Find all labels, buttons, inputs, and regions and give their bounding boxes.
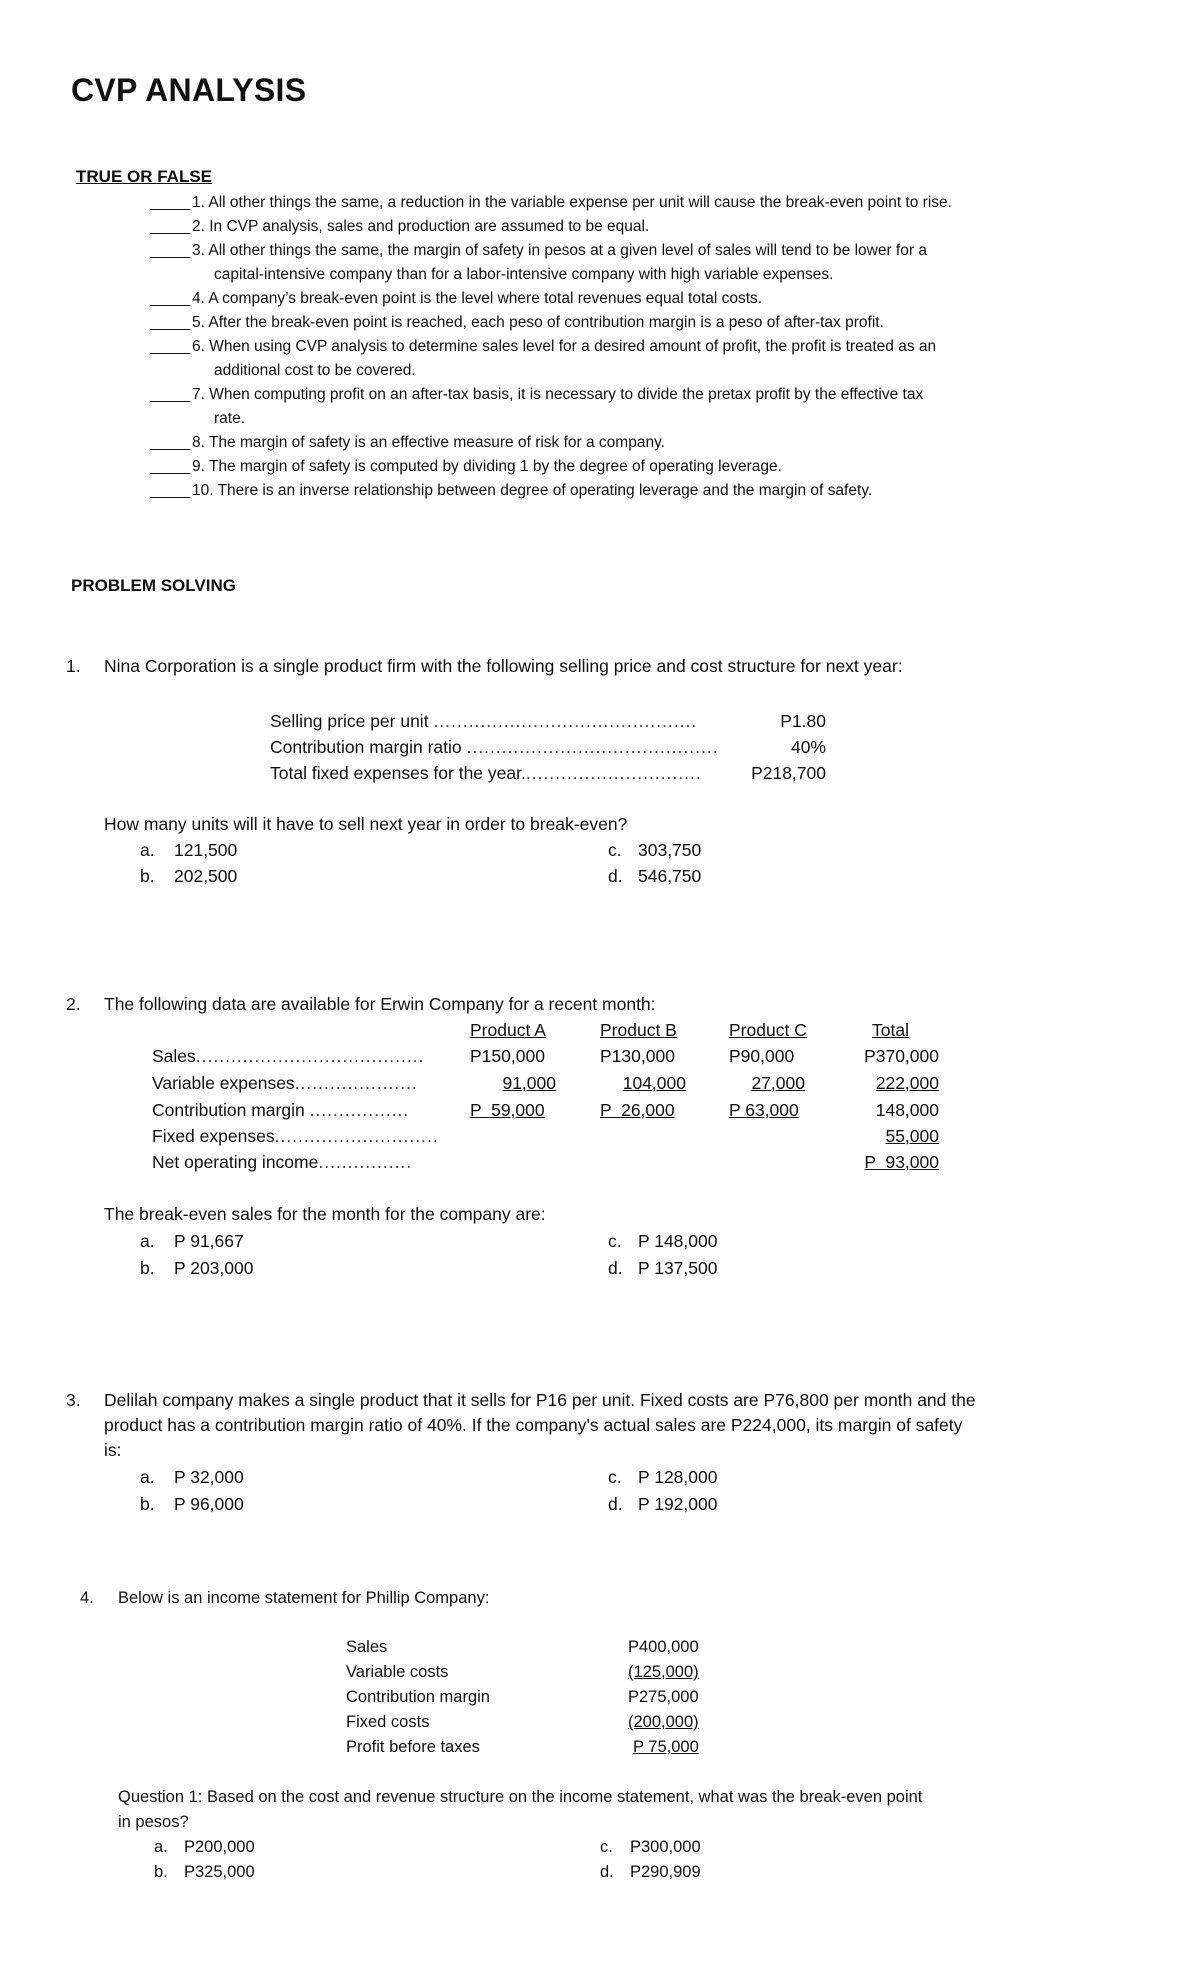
q4-text: Below is an income statement for Phillip Company: (118, 1589, 490, 1607)
q4-question-line1: Question 1: Based on the cost and revenue structure on the income statement, what was the break-even point (118, 1788, 923, 1806)
tf-text: All other things the same, a reduction in the variable expense per unit will cause the break-even point to rise. (208, 194, 952, 211)
q1-option-c[interactable]: c. 303,750 (608, 840, 702, 860)
tf-num: 4. (192, 290, 205, 307)
q1-option-a[interactable]: a. 121,500 (140, 840, 238, 860)
col-header: Product A (470, 1020, 546, 1040)
col-header: Product C (729, 1020, 807, 1040)
q4-row-label: Profit before taxes (346, 1738, 480, 1756)
tf-text: There is an inverse relationship between degree of operating leverage and the margin of safety. (217, 482, 873, 499)
q4-row-label: Variable costs (346, 1663, 449, 1681)
tf-num: 5. (192, 314, 205, 331)
answer-blank[interactable] (150, 479, 190, 498)
tf-text: In CVP analysis, sales and production are assumed to be equal. (209, 218, 650, 235)
q1-question: How many units will it have to sell next year in order to break-even? (104, 814, 628, 834)
q2-option-d[interactable]: d. P 137,500 (608, 1258, 718, 1278)
tf-item-5 (150, 311, 1110, 335)
q2-number: 2. (66, 994, 81, 1014)
tf-num: 6. (192, 338, 205, 355)
tf-text: After the break-even point is reached, each peso of contribution margin is a peso of after-tax profit. (208, 314, 884, 331)
row-label: Contribution margin ................. (152, 1100, 410, 1120)
cell: P150,000 (470, 1046, 545, 1066)
q4-row-value: P400,000 (628, 1638, 699, 1656)
tf-item-3 (150, 239, 1110, 287)
q4-number: 4. (80, 1589, 94, 1607)
tf-item-7 (150, 383, 1110, 431)
tf-num: 8. (192, 434, 205, 451)
answer-blank[interactable] (150, 311, 190, 330)
q1-option-d[interactable]: d. 546,750 (608, 866, 702, 886)
tf-text-cont: additional cost to be covered. (214, 362, 416, 379)
tf-num: 10. (192, 482, 214, 499)
cell: 27,000 (751, 1073, 805, 1093)
row-label: Fixed expenses............................ (152, 1126, 439, 1146)
q1-text: Nina Corporation is a single product firm with the following selling price and cost structure for next year: (104, 656, 903, 676)
q3-number: 3. (66, 1390, 81, 1410)
tf-num: 7. (192, 386, 205, 403)
q2-text: The following data are available for Erwin Company for a recent month: (104, 994, 656, 1014)
answer-blank[interactable] (150, 239, 190, 258)
q4-row-value: (125,000) (628, 1663, 699, 1681)
q1-option-b[interactable]: b. 202,500 (140, 866, 238, 886)
cell: P 59,000 (470, 1100, 545, 1120)
row-label: Net operating income................ (152, 1152, 413, 1172)
q1-row-value: P218,700 (751, 763, 826, 783)
tf-item-1 (150, 191, 1110, 215)
q3-text-line1: Delilah company makes a single product that it sells for P16 per unit. Fixed costs are P76,800 per month and the (104, 1390, 976, 1410)
tf-text: The margin of safety is an effective measure of risk for a company. (208, 434, 665, 451)
q4-option-a[interactable]: a. P200,000 (154, 1838, 255, 1856)
answer-blank[interactable] (150, 431, 190, 450)
cell: 55,000 (885, 1126, 939, 1146)
tf-item-8 (150, 431, 1110, 455)
q4-option-c[interactable]: c. P300,000 (600, 1838, 701, 1856)
q4-row-label: Contribution margin (346, 1688, 490, 1706)
q4-row-label: Sales (346, 1638, 388, 1656)
cell: 222,000 (875, 1073, 939, 1093)
q3-option-a[interactable]: a. P 32,000 (140, 1467, 244, 1487)
q2-question: The break-even sales for the month for the company are: (104, 1204, 546, 1224)
q1-number: 1. (66, 656, 81, 676)
tf-item-2 (150, 215, 1110, 239)
answer-blank[interactable] (150, 287, 190, 306)
tf-text-cont: capital-intensive company than for a labor-intensive company with high variable expenses. (214, 266, 834, 283)
tf-text: All other things the same, the margin of safety in pesos at a given level of sales will tend to be lower for a (208, 242, 927, 259)
answer-blank[interactable] (150, 455, 190, 474)
q4-row-value: P 75,000 (633, 1738, 699, 1756)
problem-solving-heading: PROBLEM SOLVING (71, 576, 236, 595)
cell: 148,000 (875, 1100, 939, 1120)
col-header: Total (872, 1020, 909, 1040)
cell: P 63,000 (729, 1100, 799, 1120)
tf-item-4 (150, 287, 1110, 311)
row-label: Variable expenses..................... (152, 1073, 418, 1093)
page-title: CVP ANALYSIS (71, 72, 307, 108)
answer-blank[interactable] (150, 215, 190, 234)
cell: P90,000 (729, 1046, 795, 1066)
q1-row-label: Selling price per unit ............................................. (270, 711, 698, 731)
tf-num: 1. (192, 194, 205, 211)
col-header: Product B (600, 1020, 677, 1040)
true-false-heading: TRUE OR FALSE (76, 167, 213, 186)
q4-question-line2: in pesos? (118, 1813, 189, 1831)
q3-text-line3: is: (104, 1440, 122, 1460)
q4-option-d[interactable]: d. P290,909 (600, 1863, 701, 1881)
q4-option-b[interactable]: b. P325,000 (154, 1863, 255, 1881)
cell: P370,000 (864, 1046, 939, 1066)
q1-row-label: Contribution margin ratio ........................................... (270, 737, 719, 757)
tf-num: 2. (192, 218, 205, 235)
cell: 91,000 (502, 1073, 556, 1093)
tf-text-cont: rate. (214, 410, 246, 427)
q4-row-label: Fixed costs (346, 1713, 430, 1731)
tf-item-9 (150, 455, 1110, 479)
tf-item-6 (150, 335, 1110, 383)
cell: P 26,000 (600, 1100, 675, 1120)
q3-option-c[interactable]: c. P 128,000 (608, 1467, 718, 1487)
q4-row-value: P275,000 (628, 1688, 699, 1706)
cell: P 93,000 (864, 1152, 939, 1172)
tf-text: The margin of safety is computed by dividing 1 by the degree of operating leverage. (208, 458, 782, 475)
q4-row-value: (200,000) (628, 1713, 699, 1731)
q1-row-value: 40% (790, 737, 826, 757)
q3-text-line2: product has a contribution margin ratio of 40%. If the company's actual sales are P224,000, its margin of safety (104, 1415, 963, 1435)
tf-text: A company’s break-even point is the level where total revenues equal total costs. (208, 290, 763, 307)
tf-text: When using CVP analysis to determine sales level for a desired amount of profit, the profit is treated as an (209, 338, 937, 355)
answer-blank[interactable] (150, 335, 190, 354)
cell: P130,000 (600, 1046, 675, 1066)
tf-item-10 (150, 479, 1110, 503)
q3-option-b[interactable]: b. P 96,000 (140, 1494, 244, 1514)
q1-row-value: P1.80 (780, 711, 826, 731)
true-false-list (150, 191, 1110, 503)
q2-option-c[interactable]: c. P 148,000 (608, 1231, 718, 1251)
tf-num: 3. (192, 242, 205, 259)
q3-option-d[interactable]: d. P 192,000 (608, 1494, 718, 1514)
q1-row-label: Total fixed expenses for the year............................... (270, 763, 702, 783)
row-label: Sales....................................... (152, 1046, 425, 1066)
answer-blank[interactable] (150, 383, 190, 402)
tf-num: 9. (192, 458, 205, 475)
q2-option-b[interactable]: b. P 203,000 (140, 1258, 254, 1278)
tf-text: When computing profit on an after-tax basis, it is necessary to divide the pretax profit by the effective tax (209, 386, 924, 403)
answer-blank[interactable] (150, 191, 190, 210)
cell: 104,000 (622, 1073, 686, 1093)
q2-option-a[interactable]: a. P 91,667 (140, 1231, 244, 1251)
